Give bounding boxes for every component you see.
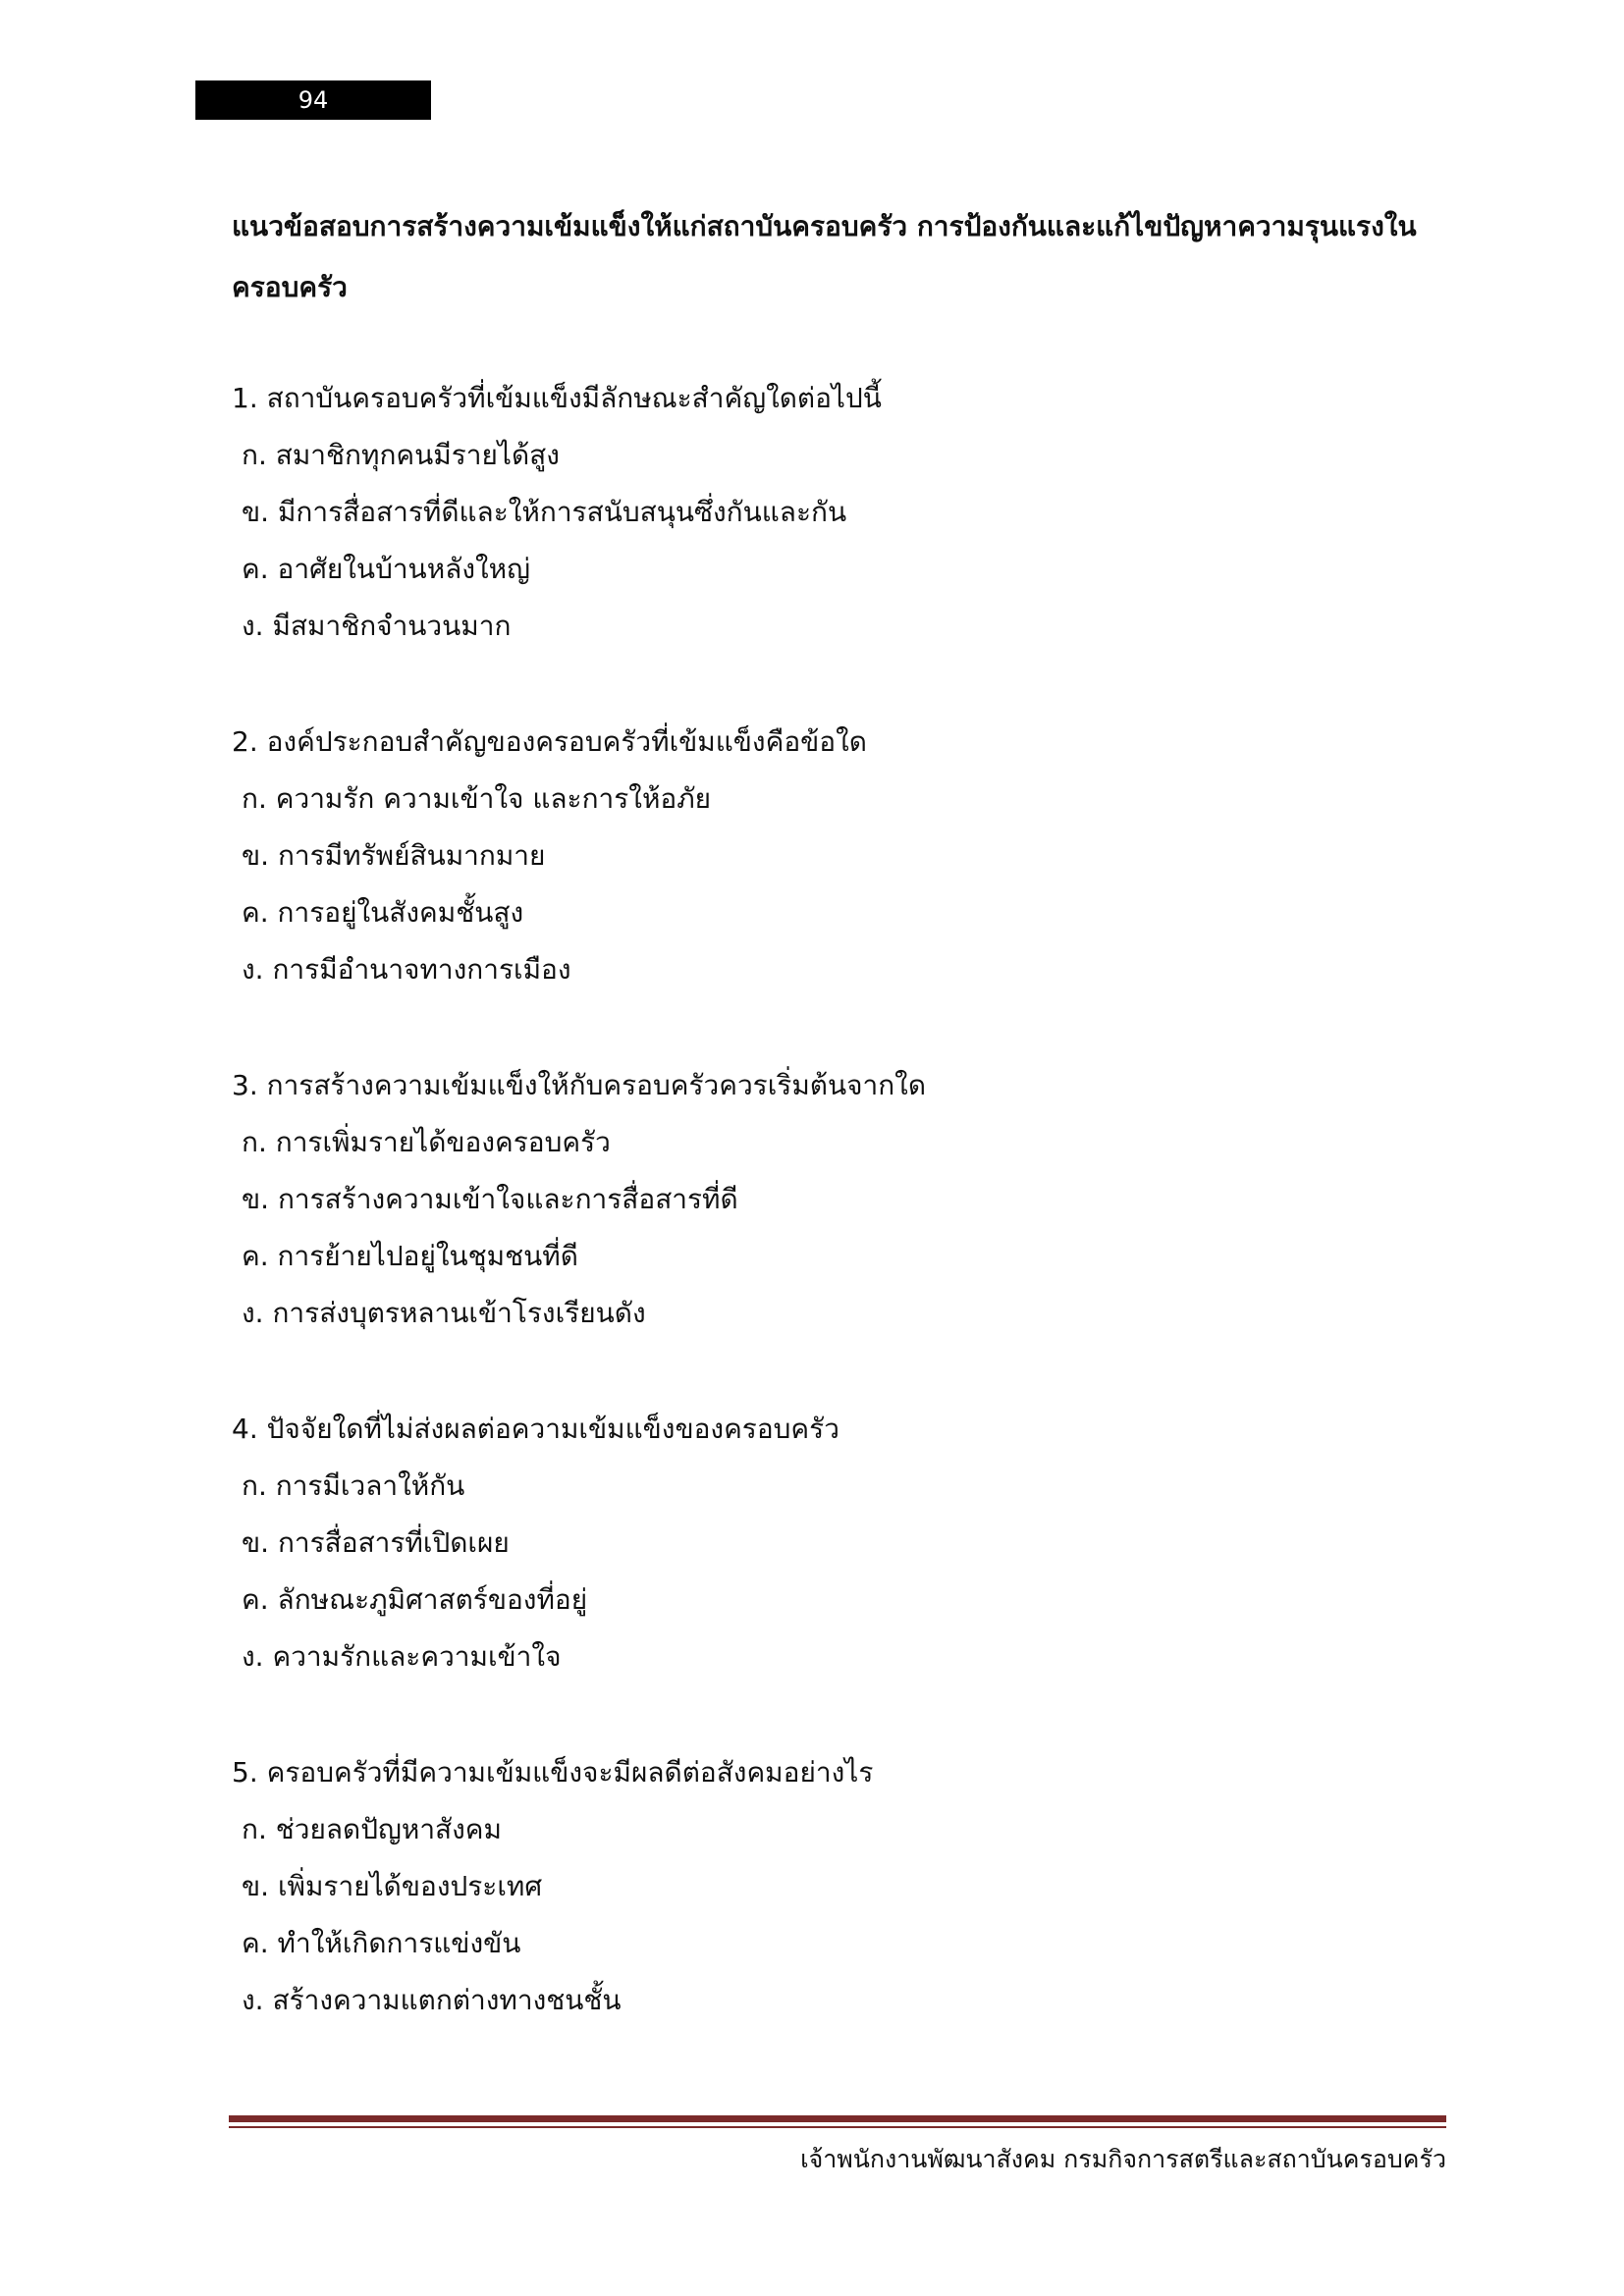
- question-2: [232, 714, 1449, 998]
- choice-c: ค. ทำให้เกิดการแข่งขัน: [242, 1927, 521, 1959]
- choice-d: ง. การมีอำนาจทางการเมือง: [242, 953, 571, 986]
- page-title: [232, 196, 1449, 318]
- question-1: [232, 370, 1449, 655]
- question-text: 2. องค์ประกอบสำคัญของครอบครัวที่เข้มแข็งคือข้อใด: [232, 725, 867, 758]
- footer-text: เจ้าพนักงานพัฒนาสังคม กรมกิจการสตรีและสถาบันครอบครัว: [800, 2145, 1446, 2173]
- footer-divider-thin: [229, 2126, 1446, 2128]
- choice-c: ค. อาศัยในบ้านหลังใหญ่: [242, 553, 530, 585]
- choice-c: ค. ลักษณะภูมิศาสตร์ของที่อยู่: [242, 1583, 588, 1616]
- question-text: 5. ครอบครัวที่มีความเข้มแข็งจะมีผลดีต่อสังคมอย่างไร: [232, 1756, 874, 1789]
- choice-b: ข. เพิ่มรายได้ของประเทศ: [242, 1870, 543, 1902]
- page-number-bar: [195, 80, 431, 120]
- question-5: [232, 1744, 1449, 2029]
- footer-divider: [229, 2115, 1446, 2122]
- page-number: 94: [298, 86, 329, 114]
- choice-a: ก. การมีเวลาให้กัน: [242, 1469, 465, 1502]
- question-list: [232, 370, 1449, 2088]
- page-title-line-2: ครอบครัว: [232, 271, 348, 303]
- choice-d: ง. ความรักและความเข้าใจ: [242, 1640, 562, 1673]
- choice-a: ก. การเพิ่มรายได้ของครอบครัว: [242, 1126, 611, 1158]
- choice-a: ก. ช่วยลดปัญหาสังคม: [242, 1813, 502, 1845]
- choice-b: ข. มีการสื่อสารที่ดีและให้การสนับสนุนซึ่งกันและกัน: [242, 496, 847, 528]
- question-4: [232, 1401, 1449, 1685]
- question-3: [232, 1057, 1449, 1342]
- question-text: 3. การสร้างความเข้มแข็งให้กับครอบครัวควรเริ่มต้นจากใด: [232, 1069, 927, 1101]
- choice-c: ค. การย้ายไปอยู่ในชุมชนที่ดี: [242, 1240, 578, 1272]
- choice-a: ก. สมาชิกทุกคนมีรายได้สูง: [242, 439, 560, 471]
- choice-b: ข. การสื่อสารที่เปิดเผย: [242, 1526, 510, 1559]
- choice-b: ข. การสร้างความเข้าใจและการสื่อสารที่ดี: [242, 1183, 738, 1215]
- choice-d: ง. มีสมาชิกจำนวนมาก: [242, 610, 512, 642]
- choice-c: ค. การอยู่ในสังคมชั้นสูง: [242, 896, 524, 929]
- choice-d: ง. สร้างความแตกต่างทางชนชั้น: [242, 1984, 622, 2016]
- question-text: 1. สถาบันครอบครัวที่เข้มแข็งมีลักษณะสำคัญใดต่อไปนี้: [232, 382, 882, 414]
- choice-a: ก. ความรัก ความเข้าใจ และการให้อภัย: [242, 782, 712, 815]
- page-title-line-1: แนวข้อสอบการสร้างความเข้มแข็งให้แก่สถาบันครอบครัว การป้องกันและแก้ไขปัญหาความรุนแรงใน: [232, 210, 1417, 242]
- choice-d: ง. การส่งบุตรหลานเข้าโรงเรียนดัง: [242, 1297, 646, 1329]
- choice-b: ข. การมีทรัพย์สินมากมาย: [242, 839, 546, 872]
- question-text: 4. ปัจจัยใดที่ไม่ส่งผลต่อความเข้มแข็งของครอบครัว: [232, 1413, 839, 1445]
